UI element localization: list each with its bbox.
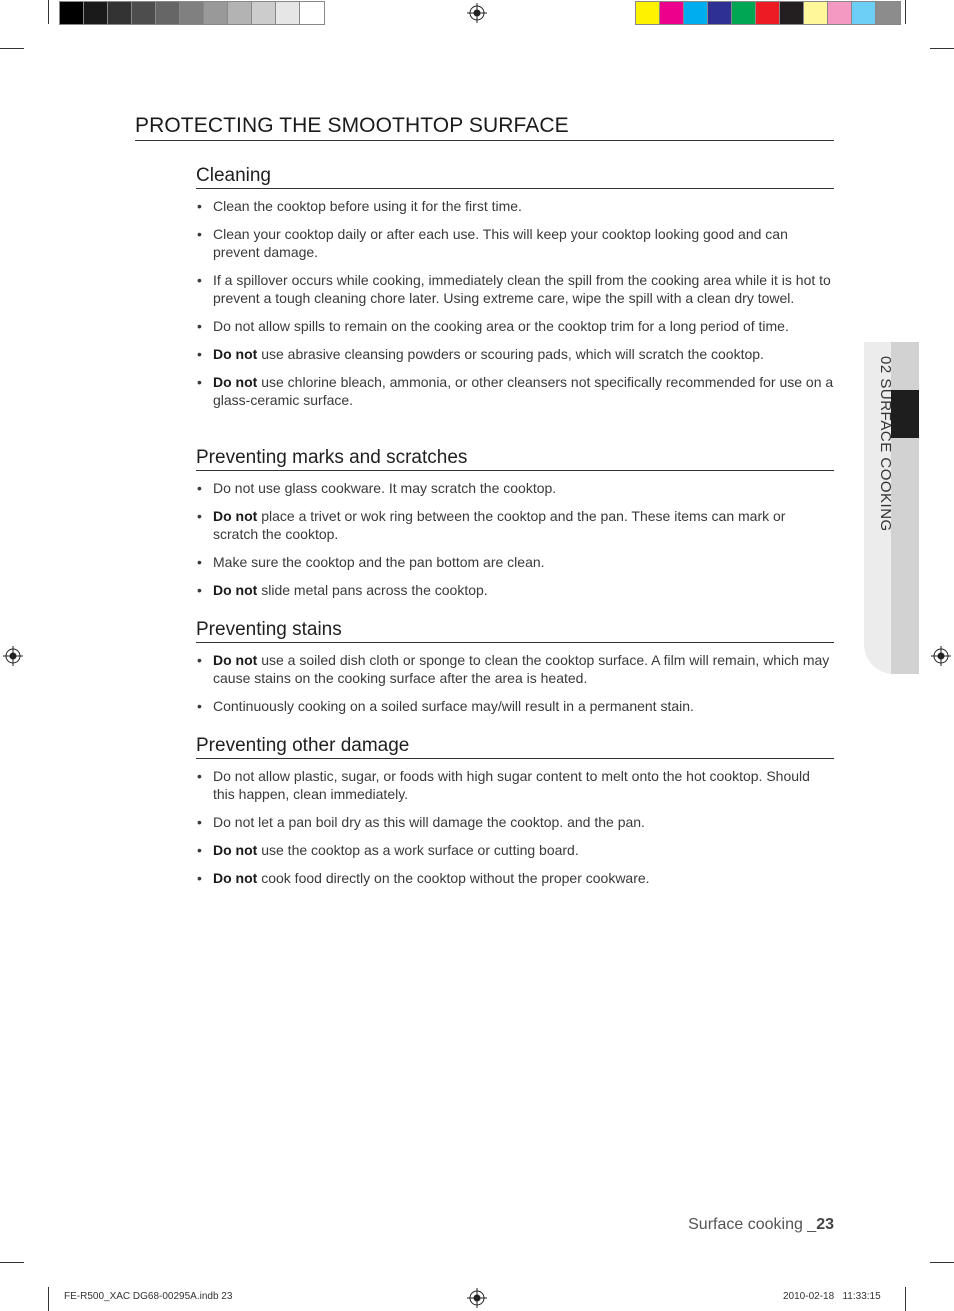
footer-section-name: Surface cooking _ xyxy=(688,1216,817,1233)
item-text: Do not let a pan boil dry as this will damage the cooktop. and the pan. xyxy=(213,814,645,830)
color-swatch xyxy=(204,2,228,24)
bullet-icon: • xyxy=(197,842,202,858)
item-text: use a soiled dish cloth or sponge to clean the cooktop surface. A film will remain, which may cause stains on the cooking surface after the area is heated. xyxy=(213,652,830,686)
page-number: 23 xyxy=(816,1216,834,1233)
registration-mark-icon xyxy=(3,646,23,666)
list-item xyxy=(196,345,834,363)
section-marks-scratches xyxy=(196,447,834,609)
bullet-icon: • xyxy=(197,480,202,496)
item-text: Continuously cooking on a soiled surface may/will result in a permanent stain. xyxy=(213,698,694,714)
bullet-list xyxy=(196,651,834,715)
section-heading: Preventing marks and scratches xyxy=(196,447,834,471)
list-item xyxy=(196,197,834,215)
emphasis-text: Do not xyxy=(213,870,258,886)
crop-mark xyxy=(930,1262,954,1263)
item-text: use the cooktop as a work surface or cutting board. xyxy=(257,842,579,858)
bullet-icon: • xyxy=(197,870,202,886)
crop-mark xyxy=(930,48,954,49)
color-swatch xyxy=(108,2,132,24)
item-text: Do not allow plastic, sugar, or foods with high sugar content to melt onto the hot cooktop. Should this happen, clean immediately. xyxy=(213,768,810,802)
print-slug-date: 2010-02-18 11:33:15 xyxy=(783,1291,881,1302)
emphasis-text: Do not xyxy=(213,346,258,362)
bullet-list xyxy=(196,479,834,599)
section-heading: Cleaning xyxy=(196,165,834,189)
list-item xyxy=(196,697,834,715)
registration-mark-icon xyxy=(467,3,487,23)
list-item xyxy=(196,317,834,335)
crop-mark xyxy=(48,0,49,24)
bullet-icon: • xyxy=(197,582,202,598)
color-swatch xyxy=(708,2,732,24)
registration-mark-icon xyxy=(931,646,951,666)
section-heading: Preventing stains xyxy=(196,619,834,643)
bullet-icon: • xyxy=(197,198,202,214)
bullet-icon: • xyxy=(197,652,202,668)
emphasis-text: Do not xyxy=(213,374,258,390)
list-item xyxy=(196,767,834,803)
bullet-icon: • xyxy=(197,226,202,242)
crop-mark xyxy=(0,48,24,49)
item-text: Clean your cooktop daily or after each use. This will keep your cooktop looking good and can prevent damage. xyxy=(213,226,788,260)
emphasis-text: Do not xyxy=(213,652,258,668)
color-swatch xyxy=(180,2,204,24)
color-swatch xyxy=(852,2,876,24)
bullet-icon: • xyxy=(197,768,202,784)
list-item xyxy=(196,271,834,307)
list-item xyxy=(196,869,834,887)
chapter-label: 02 SURFACE COOKING xyxy=(877,356,894,532)
crop-mark xyxy=(0,1262,24,1263)
color-swatch xyxy=(876,2,900,24)
color-swatch xyxy=(252,2,276,24)
color-swatch xyxy=(84,2,108,24)
bullet-icon: • xyxy=(197,814,202,830)
crop-mark xyxy=(48,1287,49,1311)
section-cleaning xyxy=(196,165,834,419)
bullet-icon: • xyxy=(197,272,202,288)
color-swatch xyxy=(780,2,804,24)
tab-marker xyxy=(891,390,919,438)
page-title: PROTECTING THE SMOOTHTOP SURFACE xyxy=(135,114,834,141)
footer-page-label xyxy=(688,1216,834,1234)
list-item xyxy=(196,813,834,831)
registration-mark-icon xyxy=(467,1288,487,1308)
color-swatch xyxy=(756,2,780,24)
item-text: use chlorine bleach, ammonia, or other cleansers not specifically recommended for use on a glass-ceramic surface. xyxy=(213,374,834,408)
color-swatch xyxy=(828,2,852,24)
list-item xyxy=(196,581,834,599)
emphasis-text: Do not xyxy=(213,508,258,524)
bullet-icon: • xyxy=(197,554,202,570)
item-text: Do not allow spills to remain on the cooking area or the cooktop trim for a long period of time. xyxy=(213,318,789,334)
crop-mark xyxy=(905,0,906,24)
emphasis-text: Do not xyxy=(213,842,258,858)
list-item xyxy=(196,651,834,687)
list-item xyxy=(196,553,834,571)
color-swatch xyxy=(636,2,660,24)
list-item xyxy=(196,373,834,409)
bullet-list xyxy=(196,197,834,409)
section-stains xyxy=(196,619,834,725)
color-swatch xyxy=(60,2,84,24)
item-text: use abrasive cleansing powders or scouring pads, which will scratch the cooktop. xyxy=(257,346,764,362)
color-swatch xyxy=(276,2,300,24)
color-swatch xyxy=(660,2,684,24)
item-text: slide metal pans across the cooktop. xyxy=(257,582,488,598)
emphasis-text: Do not xyxy=(213,582,258,598)
item-text: Make sure the cooktop and the pan bottom are clean. xyxy=(213,554,545,570)
section-heading: Preventing other damage xyxy=(196,735,834,759)
item-text: cook food directly on the cooktop without the proper cookware. xyxy=(257,870,650,886)
color-swatch xyxy=(732,2,756,24)
grayscale-color-bar xyxy=(59,1,325,25)
bullet-list xyxy=(196,767,834,887)
color-swatch xyxy=(228,2,252,24)
bullet-icon: • xyxy=(197,698,202,714)
item-text: place a trivet or wok ring between the cooktop and the pan. These items can mark or scratch the cooktop. xyxy=(213,508,786,542)
print-slug-file: FE-R500_XAC DG68-00295A.indb 23 xyxy=(64,1291,233,1302)
bullet-icon: • xyxy=(197,508,202,524)
list-item xyxy=(196,479,834,497)
section-other-damage xyxy=(196,735,834,897)
list-item xyxy=(196,507,834,543)
color-swatch xyxy=(156,2,180,24)
list-item xyxy=(196,841,834,859)
bullet-icon: • xyxy=(197,318,202,334)
color-swatch xyxy=(300,2,324,24)
item-text: Clean the cooktop before using it for the first time. xyxy=(213,198,522,214)
process-color-bar xyxy=(635,1,901,25)
item-text: Do not use glass cookware. It may scratch the cooktop. xyxy=(213,480,557,496)
crop-mark xyxy=(905,1287,906,1311)
color-swatch xyxy=(804,2,828,24)
color-swatch xyxy=(684,2,708,24)
item-text: If a spillover occurs while cooking, immediately clean the spill from the cooking area while it is hot to prevent a tough cleaning chore later. Using extreme care, wipe the spill with a clean dry towel. xyxy=(213,272,831,306)
bullet-icon: • xyxy=(197,374,202,390)
list-item xyxy=(196,225,834,261)
bullet-icon: • xyxy=(197,346,202,362)
color-swatch xyxy=(132,2,156,24)
